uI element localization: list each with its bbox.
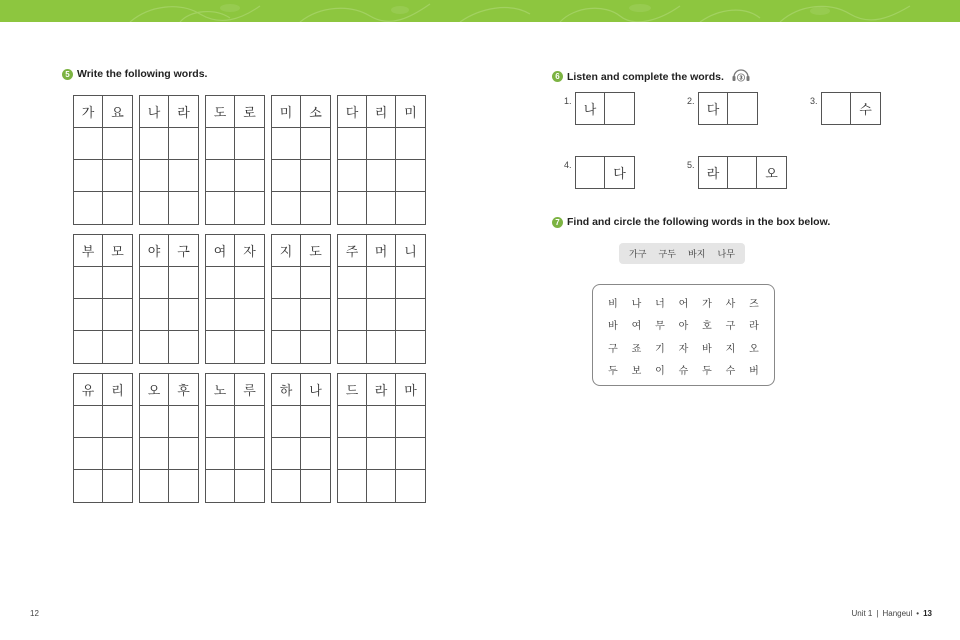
writing-cell[interactable]	[235, 128, 264, 160]
given-syllable: 다	[699, 93, 728, 124]
writing-cell[interactable]	[103, 128, 132, 160]
writing-cell[interactable]	[103, 406, 132, 438]
word-search-letter[interactable]: 너	[655, 298, 665, 310]
model-syllable: 후	[169, 374, 198, 406]
word-practice-block	[205, 373, 265, 503]
word-search-letter[interactable]: 가	[702, 298, 712, 310]
writing-cell[interactable]	[140, 160, 169, 192]
writing-cell[interactable]	[338, 299, 367, 331]
headphones-icon[interactable]	[731, 68, 751, 85]
model-syllable: 자	[235, 235, 264, 267]
word-search-letter[interactable]: 구	[608, 343, 618, 355]
writing-cell[interactable]	[74, 128, 103, 160]
writing-cell[interactable]	[140, 470, 169, 502]
model-syllable: 모	[103, 235, 132, 267]
word-search-letter[interactable]: 어	[678, 298, 689, 310]
model-syllable: 라	[367, 374, 396, 406]
target-words-box	[619, 243, 745, 264]
word-search-letter[interactable]: 여	[631, 321, 642, 333]
word-search-letter[interactable]: 수	[725, 366, 736, 378]
writing-cell[interactable]	[338, 470, 367, 502]
writing-cell[interactable]	[169, 438, 198, 470]
writing-cell[interactable]	[206, 192, 235, 224]
target-word: 구두	[658, 250, 676, 260]
writing-cell[interactable]	[272, 160, 301, 192]
exercise-6-number-badge: 6	[552, 71, 563, 82]
writing-cell[interactable]	[74, 331, 103, 363]
writing-cell[interactable]	[396, 192, 425, 224]
writing-cell[interactable]	[103, 160, 132, 192]
word-search-letter[interactable]: 비	[608, 298, 618, 310]
top-decorative-band	[0, 0, 960, 22]
word-practice-block	[271, 234, 331, 364]
writing-cell[interactable]	[103, 470, 132, 502]
model-syllable: 다	[338, 96, 367, 128]
word-search-letter[interactable]: 오	[749, 343, 759, 355]
writing-cell[interactable]	[103, 438, 132, 470]
writing-cell[interactable]	[103, 192, 132, 224]
word-practice-block	[205, 95, 265, 225]
unit-label: Unit 1	[851, 609, 873, 618]
writing-cell[interactable]	[206, 128, 235, 160]
writing-cell[interactable]	[272, 438, 301, 470]
writing-cell[interactable]	[103, 331, 132, 363]
writing-cell[interactable]	[169, 299, 198, 331]
blank-answer-box[interactable]	[728, 157, 757, 188]
listen-answer-boxes	[575, 156, 635, 189]
model-syllable: 리	[367, 96, 396, 128]
writing-cell[interactable]	[140, 438, 169, 470]
writing-cell[interactable]	[338, 406, 367, 438]
writing-cell[interactable]	[272, 406, 301, 438]
writing-cell[interactable]	[74, 406, 103, 438]
writing-cell[interactable]	[396, 470, 425, 502]
writing-cell[interactable]	[367, 406, 396, 438]
writing-cell[interactable]	[272, 128, 301, 160]
word-search-row	[602, 336, 765, 359]
model-syllable: 노	[206, 374, 235, 406]
writing-cell[interactable]	[140, 299, 169, 331]
writing-cell[interactable]	[235, 470, 264, 502]
model-syllable: 요	[103, 96, 132, 128]
writing-cell[interactable]	[169, 406, 198, 438]
writing-cell[interactable]	[235, 438, 264, 470]
writing-cell[interactable]	[140, 192, 169, 224]
writing-cell[interactable]	[169, 267, 198, 299]
writing-cell[interactable]	[338, 160, 367, 192]
model-syllable: 야	[140, 235, 169, 267]
audio-track-number: 3	[739, 75, 743, 82]
footer-dot: •	[916, 609, 920, 618]
word-search-letter[interactable]: 바	[608, 321, 618, 333]
model-syllable: 미	[272, 96, 301, 128]
writing-cell[interactable]	[272, 470, 301, 502]
given-syllable: 오	[765, 167, 778, 182]
writing-cell[interactable]	[140, 406, 169, 438]
writing-cell[interactable]	[367, 267, 396, 299]
model-syllable: 구	[169, 235, 198, 267]
model-syllable: 마	[396, 374, 425, 406]
writing-cell[interactable]	[367, 299, 396, 331]
model-syllable: 도	[206, 96, 235, 128]
word-practice-block	[73, 95, 133, 225]
listen-item-number: 2.	[687, 96, 695, 106]
writing-cell[interactable]	[74, 470, 103, 502]
model-syllable: 라	[169, 96, 198, 128]
writing-cell[interactable]	[235, 406, 264, 438]
listen-answer-boxes	[575, 92, 635, 125]
model-syllable: 로	[235, 96, 264, 128]
writing-cell[interactable]	[301, 267, 330, 299]
writing-cell[interactable]	[74, 438, 103, 470]
writing-cell[interactable]	[338, 128, 367, 160]
writing-cell[interactable]	[140, 128, 169, 160]
writing-cell[interactable]	[301, 192, 330, 224]
model-syllable: 미	[396, 96, 425, 128]
writing-cell[interactable]	[338, 331, 367, 363]
model-syllable: 드	[338, 374, 367, 406]
word-practice-block	[337, 95, 426, 225]
writing-cell[interactable]	[140, 331, 169, 363]
model-syllable: 가	[74, 96, 103, 128]
writing-cell[interactable]	[338, 267, 367, 299]
writing-cell[interactable]	[74, 299, 103, 331]
writing-cell[interactable]	[206, 331, 235, 363]
writing-cell[interactable]	[140, 267, 169, 299]
word-search-letter[interactable]: 두	[608, 366, 618, 378]
blank-answer-box[interactable]	[605, 93, 634, 124]
word-search-letter[interactable]: 이	[655, 366, 665, 378]
listen-item-number: 4.	[564, 160, 572, 170]
writing-cell[interactable]	[396, 128, 425, 160]
writing-cell[interactable]	[301, 160, 330, 192]
model-syllable: 머	[367, 235, 396, 267]
word-search-row	[602, 291, 765, 314]
word-search-letter[interactable]: 아	[678, 321, 689, 333]
footer-separator: |	[876, 609, 879, 618]
writing-cell[interactable]	[103, 299, 132, 331]
writing-cell[interactable]	[235, 299, 264, 331]
writing-cell[interactable]	[169, 160, 198, 192]
word-practice-block	[271, 373, 331, 503]
exercise-5-number-badge: 5	[62, 69, 73, 80]
model-syllable: 유	[74, 374, 103, 406]
writing-cell[interactable]	[74, 192, 103, 224]
word-practice-block	[139, 234, 199, 364]
word-search-letter[interactable]: 두	[702, 366, 712, 378]
word-practice-block	[139, 95, 199, 225]
right-page-footer	[851, 609, 932, 618]
word-search-letter[interactable]: 사	[725, 298, 736, 310]
writing-cell[interactable]	[301, 470, 330, 502]
writing-cell[interactable]	[235, 331, 264, 363]
exercise-5-instruction: Write the following words.	[77, 68, 208, 80]
word-search-letter[interactable]: 슈	[678, 366, 689, 378]
word-search-letter[interactable]: 버	[749, 366, 759, 378]
writing-cell[interactable]	[169, 128, 198, 160]
writing-cell[interactable]	[272, 267, 301, 299]
model-syllable: 하	[272, 374, 301, 406]
writing-cell[interactable]	[396, 406, 425, 438]
writing-cell[interactable]	[169, 192, 198, 224]
target-word: 바지	[688, 250, 706, 260]
word-search-row	[602, 314, 765, 337]
writing-cell[interactable]	[272, 299, 301, 331]
word-search-letter[interactable]: 지	[725, 343, 736, 355]
word-practice-block	[73, 373, 133, 503]
model-syllable: 소	[301, 96, 330, 128]
writing-cell[interactable]	[367, 470, 396, 502]
writing-cell[interactable]	[235, 160, 264, 192]
writing-cell[interactable]	[396, 299, 425, 331]
exercise-6-title	[552, 68, 751, 85]
word-practice-block	[271, 95, 331, 225]
model-syllable: 리	[103, 374, 132, 406]
writing-cell[interactable]	[301, 438, 330, 470]
writing-cell[interactable]	[367, 438, 396, 470]
word-search-letter[interactable]: 나	[631, 298, 642, 310]
listen-item-number: 5.	[687, 160, 695, 170]
leaf-pattern-decoration	[0, 0, 960, 22]
listen-answer-boxes	[698, 156, 787, 189]
right-page-number: 13	[923, 609, 932, 618]
writing-cell[interactable]	[169, 470, 198, 502]
word-search-letter[interactable]: 호	[702, 321, 712, 333]
writing-cell[interactable]	[74, 267, 103, 299]
writing-cell[interactable]	[367, 128, 396, 160]
word-search-letter[interactable]: 죠	[631, 343, 642, 355]
model-syllable: 나	[140, 96, 169, 128]
writing-cell[interactable]	[235, 267, 264, 299]
model-syllable: 지	[272, 235, 301, 267]
model-syllable: 주	[338, 235, 367, 267]
word-practice-block	[337, 373, 426, 503]
listen-item-number: 1.	[564, 96, 572, 106]
given-syllable: 다	[613, 167, 626, 182]
exercise-7-title	[552, 216, 830, 228]
writing-cell[interactable]	[272, 331, 301, 363]
writing-cell[interactable]	[301, 299, 330, 331]
given-syllable: 수	[859, 103, 872, 118]
exercise-6-instruction: Listen and complete the words.	[567, 70, 724, 83]
exercise-5-title	[62, 68, 207, 80]
model-syllable: 오	[140, 374, 169, 406]
writing-cell[interactable]	[206, 438, 235, 470]
exercise-7-number-badge: 7	[552, 217, 563, 228]
writing-cell[interactable]	[396, 267, 425, 299]
model-syllable: 루	[235, 374, 264, 406]
listen-item-number: 3.	[810, 96, 818, 106]
writing-cell[interactable]	[206, 470, 235, 502]
writing-cell[interactable]	[206, 299, 235, 331]
writing-cell[interactable]	[301, 331, 330, 363]
model-syllable: 여	[206, 235, 235, 267]
blank-answer-box[interactable]	[822, 93, 851, 124]
writing-cell[interactable]	[235, 192, 264, 224]
writing-cell[interactable]	[367, 192, 396, 224]
word-search-letter[interactable]: 무	[655, 321, 665, 333]
given-syllable: 나	[576, 93, 605, 124]
exercise-7-instruction: Find and circle the following words in the box below.	[567, 216, 831, 228]
target-word: 나무	[717, 250, 735, 260]
word-practice-block	[205, 234, 265, 364]
word-search-row	[602, 359, 765, 382]
word-search-letter[interactable]: 구	[725, 321, 736, 333]
writing-cell[interactable]	[396, 438, 425, 470]
word-practice-block	[337, 234, 426, 364]
blank-answer-box[interactable]	[576, 157, 605, 188]
writing-cell[interactable]	[338, 192, 367, 224]
word-search-box	[592, 284, 775, 386]
model-syllable: 도	[301, 235, 330, 267]
blank-answer-box[interactable]	[728, 93, 757, 124]
target-word: 가구	[629, 250, 647, 260]
writing-cell[interactable]	[206, 160, 235, 192]
writing-cell[interactable]	[367, 331, 396, 363]
writing-cell[interactable]	[206, 267, 235, 299]
left-page-number: 12	[30, 609, 39, 618]
given-syllable: 라	[699, 157, 728, 188]
model-syllable: 니	[396, 235, 425, 267]
word-search-letter[interactable]: 보	[631, 366, 642, 378]
word-practice-block	[139, 373, 199, 503]
writing-cell[interactable]	[301, 406, 330, 438]
word-search-letter[interactable]: 즈	[749, 298, 759, 310]
word-search-letter[interactable]: 바	[702, 343, 712, 355]
word-search-letter[interactable]: 기	[655, 343, 665, 355]
writing-cell[interactable]	[169, 331, 198, 363]
section-label: Hangeul	[882, 609, 913, 618]
listen-answer-boxes	[821, 92, 881, 125]
word-search-letter[interactable]: 자	[678, 343, 689, 355]
writing-cell[interactable]	[367, 160, 396, 192]
writing-cell[interactable]	[396, 160, 425, 192]
writing-cell[interactable]	[74, 160, 103, 192]
model-syllable: 부	[74, 235, 103, 267]
listen-answer-boxes	[698, 92, 758, 125]
writing-cell[interactable]	[396, 331, 425, 363]
model-syllable: 나	[301, 374, 330, 406]
writing-cell[interactable]	[272, 192, 301, 224]
writing-cell[interactable]	[338, 438, 367, 470]
writing-cell[interactable]	[206, 406, 235, 438]
writing-cell[interactable]	[103, 267, 132, 299]
writing-cell[interactable]	[301, 128, 330, 160]
word-practice-block	[73, 234, 133, 364]
word-search-letter[interactable]: 라	[749, 321, 759, 333]
